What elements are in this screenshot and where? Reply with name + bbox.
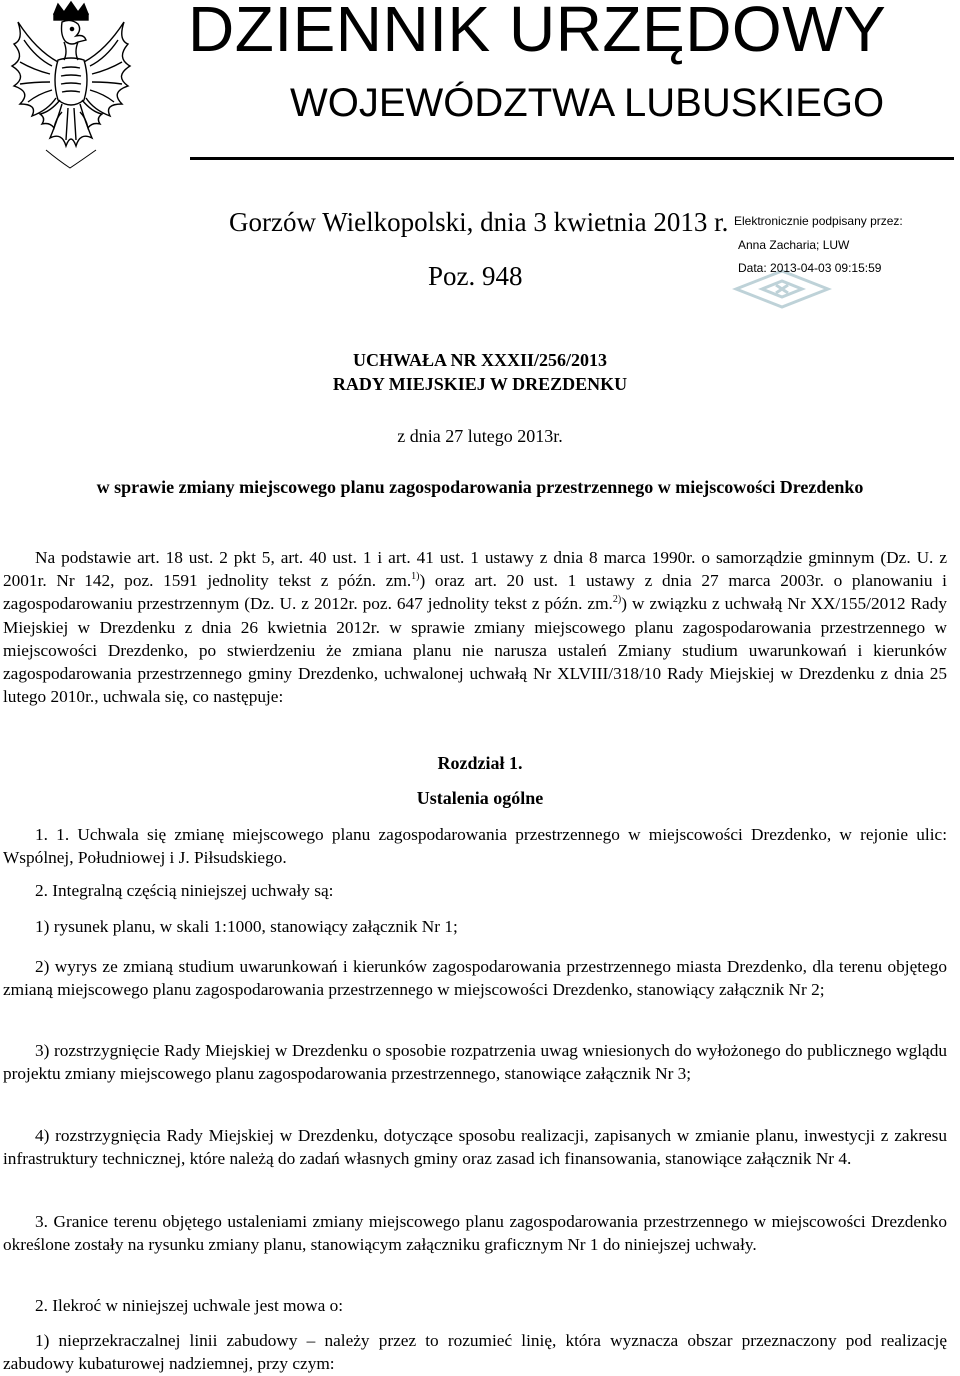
act-title: UCHWAŁA NR XXXII/256/2013 — [352, 350, 608, 370]
paragraph-2-item-1 — [3, 1329, 947, 1375]
preamble-part-2: ) oraz art. 20 ust. 1 ustawy z dnia 27 marca 2003r. o planowaniu i zagospodarowaniu przestrzennym (Dz. U. z 2012r. poz. 647 jednolity tekst z późn. zm. — [3, 571, 947, 614]
signature-label: Elektronicznie podpisany przez: — [734, 214, 903, 228]
act-issuer: RADY MIEJSKIEJ W DREZDENKU — [332, 374, 628, 394]
chapter-heading: Rozdział 1. — [437, 753, 523, 773]
preamble-part-3: ) w związku z uchwałą Nr XX/155/2012 Rady Miejskiej w Drezdenku z dnia 26 kwietnia 2012r. w sprawie zmiany miejscowego planu zagospodarowania przestrzennego w miejscowości Drezdenko, po stwierdzeniu że zmiana planu nie narusza ustaleń Zmiany studium uwarunkowań i kierunków zagospodarowania przestrzennego gminy Drezdenko, uchwalonej uchwałą Nr XLVIII/318/10 Rady Miejskiej w Drezdenku z dnia 25 lutego 2010r., uchwala się, co następuje: — [3, 594, 947, 707]
paragraph-text: 1. 1. Uchwala się zmianę miejscowego planu zagospodarowania przestrzennego w miejscowości Drezdenko, w rejonie ulic: Wspólnej, Południowej i J. Piłsudskiego. — [3, 825, 947, 868]
list-item-2 — [3, 955, 947, 1001]
footnote-ref-2[interactable]: 2) — [612, 594, 622, 606]
signature-signer: Anna Zacharia; LUW — [738, 238, 850, 252]
paragraph-1-2 — [3, 879, 947, 902]
list-item-3 — [3, 1039, 947, 1085]
journal-title: DZIENNIK URZĘDOWY — [188, 0, 887, 65]
paragraph-text: 1) nieprzekraczalnej linii zabudowy – należy przez to rozumieć linię, która wyznacza obszar przeznaczony pod realizację zabudowy kubaturowej nadziemnej, przy czym: — [3, 1331, 947, 1374]
paragraph-2 — [3, 1294, 947, 1317]
masthead-divider — [190, 157, 954, 160]
paragraph-text: 4) rozstrzygnięcia Rady Miejskiej w Drezdenku, dotyczące sposobu realizacji, zapisanych w zmianie planu, inwestycji z zakresu infrastruktury technicznej, które należą do zadań własnych gminy oraz zasad ich finansowania, stanowiące załącznik Nr 4. — [3, 1126, 947, 1169]
journal-subtitle: WOJEWÓDZTWA LUBUSKIEGO — [290, 81, 885, 125]
polish-eagle-emblem-icon — [6, 0, 136, 175]
paragraph-text: 3) rozstrzygnięcie Rady Miejskiej w Drezdenku o sposobie rozpatrzenia uwag wniesionych do wyłożonego do publicznego wglądu projektu zmiany miejscowego planu zagospodarowania przestrzennego, stanowiące załącznik Nr 3; — [3, 1041, 947, 1084]
paragraph-1-1 — [3, 823, 947, 869]
list-item-4 — [3, 1124, 947, 1170]
electronic-signature-stamp — [732, 211, 956, 301]
paragraph-1-3 — [3, 1210, 947, 1256]
act-date: z dnia 27 lutego 2013r. — [397, 426, 563, 446]
paragraph-text: 2. Integralną częścią niniejszej uchwały są: — [35, 881, 334, 900]
position-number: Poz. 948 — [428, 261, 523, 291]
paragraph-text: 3. Granice terenu objętego ustaleniami zmiany miejscowego planu zagospodarowania przestrzennego w miejscowości Drezdenko określone zostały na rysunku zmiany planu, stanowiącym załączniku graficznym Nr 1 do niniejszej uchwały. — [3, 1212, 947, 1255]
chapter-title: Ustalenia ogólne — [416, 788, 544, 808]
paragraph-text: 2. Ilekroć w niniejszej uchwale jest mowa o: — [35, 1296, 344, 1315]
paragraph-text: 1) rysunek planu, w skali 1:1000, stanowiący załącznik Nr 1; — [35, 917, 458, 936]
place-and-date: Gorzów Wielkopolski, dnia 3 kwietnia 2013 r. — [229, 207, 729, 237]
act-subject: w sprawie zmiany miejscowego planu zagospodarowania przestrzennego w miejscowości Drezdenko — [96, 477, 864, 497]
list-item-1 — [3, 915, 947, 938]
preamble — [3, 546, 947, 708]
paragraph-text: 2) wyrys ze zmianą studium uwarunkowań i kierunków zagospodarowania przestrzennego miasta Drezdenko, dla terenu objętego zmianą miejscowego planu zagospodarowania przestrzennego w miejscowości Drezdenko, stanowiący załącznik Nr 2; — [3, 957, 947, 1000]
signature-date: Data: 2013-04-03 09:15:59 — [738, 261, 882, 275]
footnote-ref-1[interactable]: 1) — [411, 571, 420, 583]
preamble-part-1: Na podstawie art. 18 ust. 2 pkt 5, art. 40 ust. 1 i art. 41 ust. 1 ustawy z dnia 8 marca 1990r. o samorządzie gminnym (Dz. U. z 2001r. Nr 142, poz. 1591 jednolity tekst z późn. zm. — [3, 548, 947, 591]
